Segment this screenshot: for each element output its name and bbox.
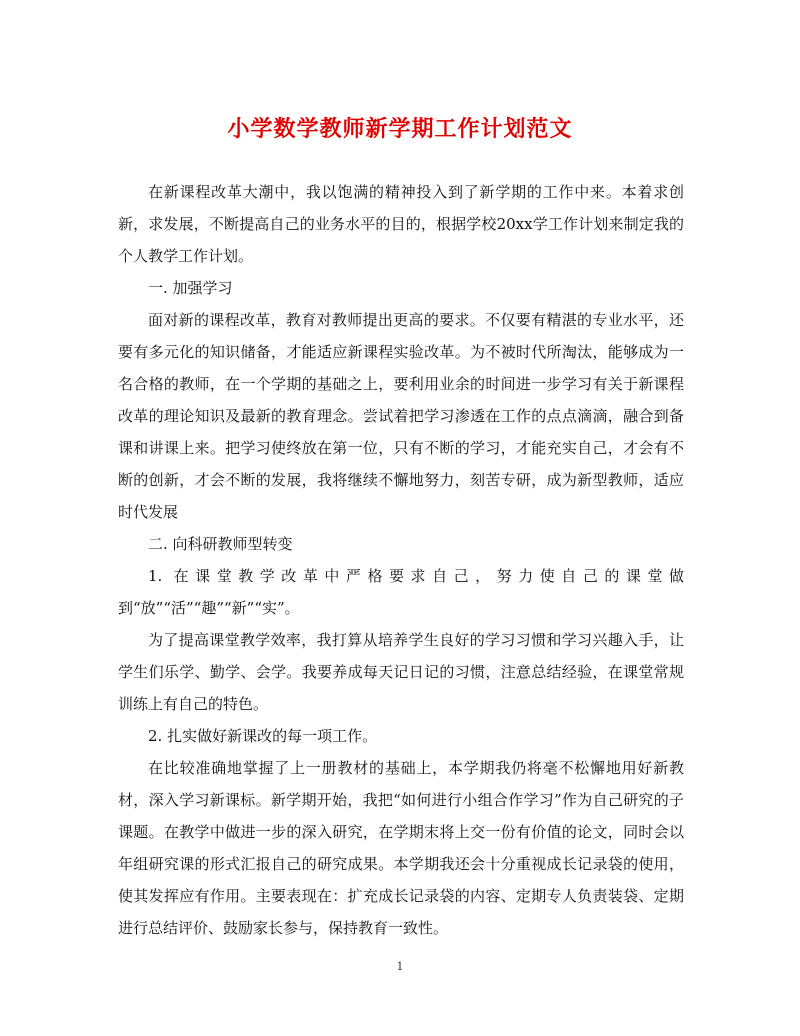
document-body	[118, 176, 684, 944]
paragraph-intro: 在新课程改革大潮中，我以饱满的精神投入到了新学期的工作中来。本着求创新，求发展，不断提高自己的业务水平的目的，根据学校20xx学工作计划来制定我的个人教学工作计划。	[118, 183, 684, 265]
paragraph-curriculum: 在比较准确地掌握了上一册教材的基础上，本学期我仍将毫不松懈地用好新教材，深入学习新课标。新学期开始，我把“如何进行小组合作学习”作为自己研究的子课题。在教学中做进一步的深入研究，在学期末将上交一份有价值的论文，同时会以年组研究课的形式汇报自己的研究成果。本学期我还会十分重视成长记录袋的使用，使其发挥应有作用。主要表现在：扩充成长记录袋的内容、定期专人负责装袋、定期进行总结评价、鼓励家长参与，保持教育一致性。	[118, 759, 684, 937]
section-heading-1: 一. 加强学习	[148, 279, 233, 297]
section-heading-2: 二. 向科研教师型转变	[148, 535, 293, 553]
subheading-2: 2. 扎实做好新课改的每一项工作。	[148, 727, 378, 745]
document-title: 小学数学教师新学期工作计划范文	[227, 116, 573, 142]
page-number: 1	[396, 960, 404, 973]
subheading-1: 1. 在课堂教学改革中严格要求自己，努力使自己的课堂做到“放”“活”“趣”“新”“实”。	[118, 567, 684, 617]
paragraph-efficiency: 为了提高课堂教学效率，我打算从培养学生良好的学习习惯和学习兴趣入手，让学生们乐学、勤学、会学。我要养成每天记日记的习惯，注意总结经验，在课堂常规训练上有自己的特色。	[118, 631, 684, 713]
paragraph-study: 面对新的课程改革，教育对教师提出更高的要求。不仅要有精湛的专业水平，还要有多元化的知识储备，才能适应新课程实验改革。为不被时代所淘汰，能够成为一名合格的教师，在一个学期的基础之上，要利用业余的时间进一步学习有关于新课程改革的理论知识及最新的教育理念。尝试着把学习渗透在工作的点点滴滴，融合到备课和讲课上来。把学习使终放在第一位，只有不断的学习，才能充实自己，才会有不断的创新，才会不断的发展，我将继续不懈地努力，刻苦专研，成为新型教师，适应时代发展	[118, 311, 684, 521]
